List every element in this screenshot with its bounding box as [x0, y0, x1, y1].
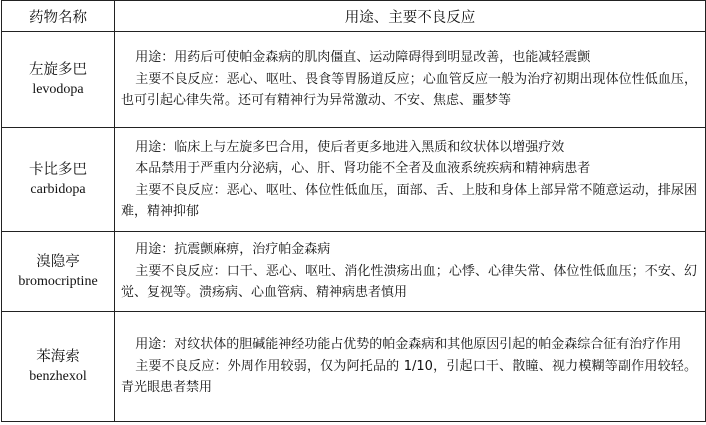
- drug-description-cell: [115, 232, 706, 312]
- drug-table: [1, 0, 706, 422]
- drug-name-cell: [2, 128, 115, 232]
- drug-name-cell: [2, 312, 115, 422]
- drug-description-cell: [115, 128, 706, 232]
- drug-name-en: levodopa: [32, 81, 84, 97]
- drug-description-cell: [115, 32, 706, 128]
- adverse-reactions-paragraph: 主要不良反应：恶心、呕吐、体位性低血压，面部、舌、上肢和身体上部异常不随意运动，排尿困难，精神抑郁: [121, 182, 697, 219]
- drug-name-zh: 卡比多巴: [29, 161, 87, 178]
- table-row: [2, 128, 706, 232]
- drug-name-en: benzhexol: [29, 368, 87, 384]
- drug-description-cell: [115, 312, 706, 422]
- drug-name-cell: [2, 232, 115, 312]
- drug-name-cell: [2, 32, 115, 128]
- table-row: [2, 32, 706, 128]
- drug-name-en: bromocriptine: [18, 273, 98, 289]
- adverse-reactions-paragraph: 主要不良反应：恶心、呕吐、畏食等胃肠道反应；心血管反应一般为治疗初期出现体位性低血压，也可引起心律失常。还可有精神行为异常激动、不安、焦虑、噩梦等: [121, 71, 697, 109]
- header-row: [2, 1, 706, 32]
- usage-paragraph: 用途：用药后可使帕金森病的肌肉僵直、运动障碍得到明显改善，也能减轻震颤: [135, 50, 591, 66]
- drug-name-zh: 苯海索: [36, 348, 80, 365]
- table-row: [2, 232, 706, 312]
- usage-paragraph: 用途：对纹状体的胆碱能神经功能占优势的帕金森病和其他原因引起的帕金森综合征有治疗作用: [135, 337, 682, 353]
- drug-name-zh: 溴隐亭: [36, 253, 80, 270]
- drug-name-en: carbidopa: [30, 181, 86, 197]
- table-row: [2, 312, 706, 422]
- usage-paragraph: 用途：抗震颤麻痹，治疗帕金森病: [135, 242, 331, 258]
- adverse-reactions-paragraph: 主要不良反应：外周作用较弱，仅为阿托品的 1/10，引起口干、散瞳、视力模糊等副作用较轻。青光眼患者禁用: [121, 358, 697, 396]
- contraindication-paragraph: 本品禁用于严重内分泌病，心、肝、肾功能不全者及血液系统疾病和精神病患者: [135, 161, 591, 176]
- adverse-reactions-paragraph: 主要不良反应：口干、恶心、呕吐、消化性溃疡出血；心悸、心律失常、体位性低血压；不安、幻觉、复视等。溃疡病、心血管病、精神病患者慎用: [121, 263, 697, 301]
- header-usage-adverse-reactions: 用途、主要不良反应: [115, 1, 706, 32]
- usage-paragraph: 用途：临床上与左旋多巴合用，使后者更多地进入黑质和纹状体以增强疗效: [135, 139, 565, 155]
- header-drug-name: 药物名称: [2, 1, 115, 32]
- drug-name-zh: 左旋多巴: [29, 61, 87, 78]
